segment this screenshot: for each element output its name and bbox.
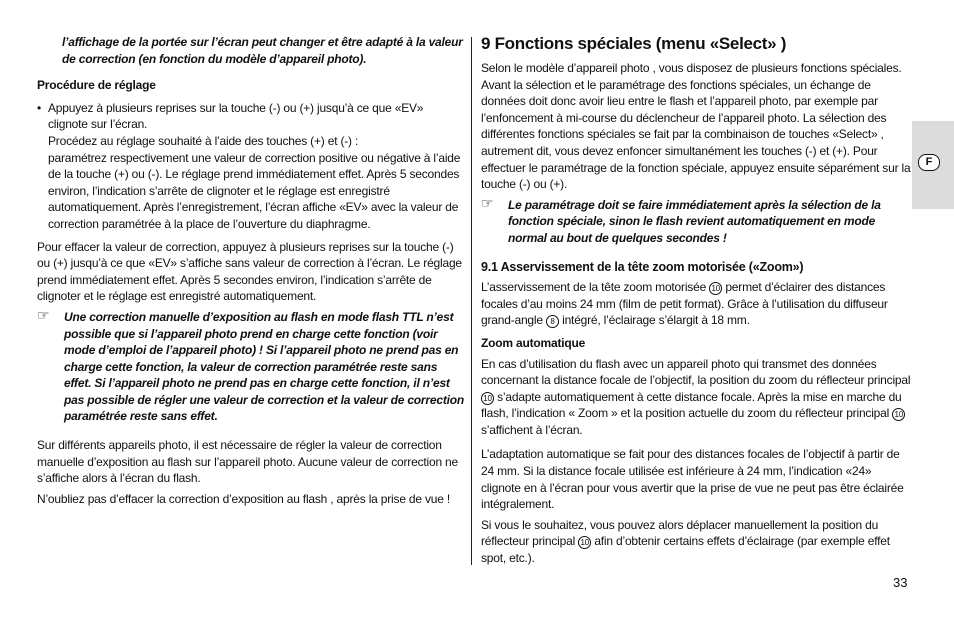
pointing-hand-icon: ☞ — [481, 194, 494, 211]
zoom-manual-text-b: afin d’obtenir certains effets d’éclairage (par exemple effet spot, etc.). — [481, 534, 890, 566]
zoom-auto-heading: Zoom automatique — [481, 335, 586, 350]
zoom-auto-paragraph-1 — [481, 356, 911, 439]
ref-10-circle: 10 — [892, 408, 905, 421]
section-title: 9 Fonctions spéciales (menu «Select» ) — [481, 34, 787, 53]
procedure-heading: Procédure de réglage — [37, 78, 156, 93]
ttl-note-text: Une correction manuelle d’exposition au flash en mode flash TTL n’est possible que si l’appareil photo prend en charge cette fonction (voir mode d’emploi de l’appareil photo) ! Si l’appareil photo ne prend pas en charge cette fonction, la valeur de correction paramétrée reste sans effet. Si l’appareil photo ne prend pas en charge cette fonction, il n’est pas possible de régler une valeur de correction et la valeur de correction paramétrée reste sans effet. — [64, 309, 465, 424]
column-divider — [471, 37, 472, 565]
ref-8-circle: 8 — [546, 315, 559, 328]
zoom-auto-paragraph-2: L’adaptation automatique se fait pour des distances focales de l’objectif à partir de 24 mm. Si la distance focale utilisée est inférieure à 24 mm, l’indication «24» clignote en à l’écran pour vous avertir que la prise de vue ne peut pas être éclairée intégralement. — [481, 447, 904, 512]
reset-paragraph: Pour effacer la valeur de correction, appuyez à plusieurs reprises sur la touche (-) ou (+) jusqu’à ce que «EV» s’affiche sans valeur de correction à l’écran. Le réglage prend immédiatement effet. Après 5 secondes environ, l’indication s’arrête de clignoter et le réglage est enregistré automatiquement. — [37, 239, 462, 304]
right-column — [481, 34, 911, 571]
procedure-bullet — [37, 100, 465, 233]
zoom-intro-text-b: permet d’éclairer des distances focales d’au moins 24 mm (film de petit format). Grâce à l’utilisation du diffuseur grand-angle — [481, 280, 888, 328]
ref-10-circle: 10 — [578, 536, 591, 549]
zoom-intro-text-a: L’asservissement de la tête zoom motorisée — [481, 280, 710, 295]
bullet-line-3: paramétrez respectivement une valeur de correction positive ou négative à l’aide de la touche (+) ou (-). Le réglage prend immédiatement effet. Après 5 secondes environ, l’indication s’arrête de clignoter et le réglage est enregistré automatiquement. Après l’enregistrement, l’écran affiche «EV» avec la valeur de correction paramétrée à la place de l’ouverture du diaphragme. — [48, 150, 461, 231]
select-note-text: Le paramétrage doit se faire immédiatement après la sélection de la fonction spéciale, sinon le flash revient automatiquement en mode normal au bout de quelques secondes ! — [508, 197, 881, 245]
zoom-auto-paragraph-3 — [481, 517, 911, 567]
forget-paragraph: N’oubliez pas d’effacer la correction d’exposition au flash , après la prise de vue ! — [37, 491, 451, 506]
bullet-line-1: Appuyez à plusieurs reprises sur la touche (-) ou (+) jusqu’à ce que «EV» clignote sur l’écran. — [48, 100, 424, 132]
zoom-auto-text-a: En cas d’utilisation du flash avec un appareil photo qui transmet des données concernant la distance focale de l’objectif, la position du zoom du réflecteur principal — [481, 356, 911, 388]
language-badge: F — [918, 154, 940, 171]
left-column — [37, 34, 465, 511]
section-intro: Selon le modèle d’appareil photo , vous disposez de plusieurs fonctions spéciales. Avant la sélection et le paramétrage des fonctions spéciales, un échange de données doit donc avoir lieu entre le flash et l’appareil photo, par exemple par l’enfoncement à mi-course du déclencheur de l’appareil photo. La sélection des différentes fonctions spéciales se fait par la combinaison de touches «Select» , autrement dit, vous devez enfoncer simultanément les touches (-) et (+). Pour effectuer le paramétrage de la fonction spéciale, appuyez ensuite séparément sur la touche (-) ou (+). — [481, 61, 911, 192]
intro-italic-text: l’affichage de la portée sur l’écran peut changer et être adapté à la valeur de correction (en fonction du modèle d’appareil photo). — [62, 35, 463, 66]
bullet-line-2: Procédez au réglage souhaité à l’aide des touches (+) et (-) : — [48, 133, 359, 148]
subsection-title: 9.1 Asservissement de la tête zoom motorisée («Zoom») — [481, 259, 804, 274]
ttl-note — [37, 306, 465, 425]
ref-10-circle: 10 — [709, 282, 722, 295]
select-note — [481, 194, 911, 247]
cameras-paragraph: Sur différents appareils photo, il est nécessaire de régler la valeur de correction manuelle d’exposition au flash sur l’appareil photo. Aucune valeur de correction ne s’affiche alors à l’écran du flash. — [37, 438, 459, 486]
zoom-manual-text-a: Si vous le souhaitez, vous pouvez alors déplacer manuellement la position du réflecteur principal — [481, 517, 879, 549]
zoom-intro-paragraph — [481, 279, 911, 329]
page-number: 33 — [893, 575, 908, 590]
zoom-auto-text-b: s’adapte automatiquement à cette distance focale. Après la mise en marche du flash, l’indication « Zoom » et la position actuelle du zoom du réflecteur principal — [481, 389, 902, 421]
zoom-auto-text-c: s’affichent à l’écran. — [481, 422, 583, 437]
ref-10-circle: 10 — [481, 392, 494, 405]
bullet-dot: • — [37, 100, 42, 115]
pointing-hand-icon: ☞ — [37, 306, 50, 323]
zoom-intro-text-c: intégré, l’éclairage s’élargit à 18 mm. — [558, 313, 750, 328]
